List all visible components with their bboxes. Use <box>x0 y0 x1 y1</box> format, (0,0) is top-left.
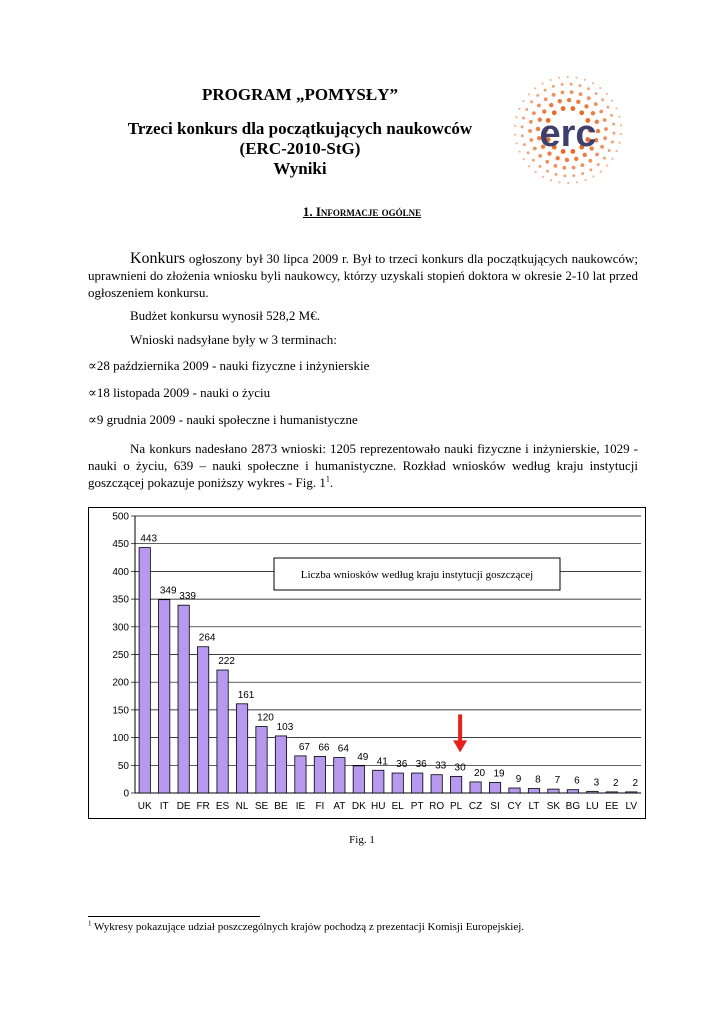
y-tick-label: 300 <box>112 622 129 634</box>
chart-bar <box>314 756 325 793</box>
data-label: 443 <box>140 533 158 545</box>
logo-dot <box>618 142 620 144</box>
logo-dot <box>556 156 560 160</box>
logo-dot <box>603 118 607 122</box>
logo-text: erc <box>539 113 597 155</box>
logo-dot <box>518 108 520 110</box>
y-tick-label: 200 <box>112 677 129 689</box>
logo-dot <box>538 165 541 168</box>
paragraph-text: ogłoszony był 30 lipca 2009 r. Był to trzeci konkurs dla początkujących naukowców; uprawnieni do złożenia wniosku byli naukowcy, którzy uzyskali stopień doktora w okresie 2-10 lat przed ogłoszeniem konkursu. <box>88 251 638 300</box>
chart-title: Liczba wniosków według kraju instytucji goszczącej <box>300 569 534 581</box>
footnote-separator <box>88 916 260 917</box>
x-tick-label: DK <box>351 801 366 812</box>
logo-dot <box>595 92 598 95</box>
logo-dot <box>599 87 601 89</box>
x-tick-label: SI <box>490 801 500 812</box>
y-tick-label: 500 <box>112 511 129 523</box>
data-label: 3 <box>593 777 600 789</box>
x-tick-label: ES <box>215 801 230 812</box>
highlight-arrow-head <box>453 740 467 752</box>
data-label: 7 <box>554 775 561 787</box>
logo-dot <box>580 163 584 167</box>
chart-bar <box>295 756 306 793</box>
x-tick-label: CY <box>507 801 522 812</box>
chart-bar <box>431 775 442 793</box>
logo-dot <box>529 120 533 124</box>
x-tick-label: CZ <box>468 801 483 812</box>
chart-canvas <box>89 508 645 818</box>
data-label: 66 <box>318 742 330 754</box>
footnote-text: Wykresy pokazujące udział poszczególnych krajów pochodzą z prezentacji Komisji Europejskiej. <box>91 921 525 933</box>
logo-dot <box>528 93 530 95</box>
logo-dot <box>570 83 573 86</box>
x-tick-label: SK <box>546 801 561 812</box>
data-label: 33 <box>435 760 447 772</box>
data-label: 36 <box>396 759 408 771</box>
y-tick-label: 150 <box>112 705 129 717</box>
logo-dot <box>550 179 552 181</box>
chart-bar <box>548 789 559 793</box>
logo-dot <box>599 110 603 114</box>
y-tick-label: 50 <box>117 760 129 772</box>
x-tick-label: UK <box>137 801 152 812</box>
data-label: 67 <box>298 741 310 753</box>
logo-dot <box>600 171 602 173</box>
chart-bar <box>178 605 189 793</box>
data-label: 9 <box>515 774 522 786</box>
logo-dot <box>584 104 588 108</box>
chart-bar <box>528 789 539 793</box>
x-tick-label: PT <box>410 801 424 812</box>
logo-dot <box>608 149 611 152</box>
logo-dot <box>561 106 566 111</box>
bullet-symbol: ∝ <box>88 412 97 427</box>
results-label: Wyniki <box>273 159 327 178</box>
data-label: 264 <box>198 632 216 644</box>
data-label: 161 <box>237 689 255 701</box>
logo-dot <box>562 166 566 170</box>
logo-dot <box>532 111 536 115</box>
logo-dot <box>579 84 582 87</box>
footnote <box>88 920 648 934</box>
logo-dot <box>549 79 551 81</box>
logo-dot <box>536 94 539 97</box>
list-item: ∝28 października 2009 - nauki fizyczne i inżynierskie <box>88 358 370 373</box>
figure-caption: Fig. 1 <box>349 834 375 846</box>
logo-dot <box>570 90 574 94</box>
x-tick-label: AT <box>333 801 346 812</box>
bullet-symbol: ∝ <box>88 385 97 400</box>
logo-dot <box>567 98 571 102</box>
logo-dot <box>587 96 591 100</box>
erc-logo <box>508 70 628 190</box>
logo-dot <box>618 116 620 118</box>
data-label: 41 <box>376 756 388 768</box>
logo-dot <box>545 160 549 164</box>
paragraph-deadlines: Wnioski nadsyłane były w 3 terminach: <box>130 332 337 347</box>
logo-dot <box>527 151 530 154</box>
chart-bar <box>353 766 364 793</box>
logo-dot <box>570 106 575 111</box>
x-tick-label: FI <box>315 801 325 812</box>
data-label: 339 <box>179 591 196 603</box>
logo-dot <box>600 145 604 149</box>
logo-dot <box>528 129 532 133</box>
logo-dot <box>542 176 544 178</box>
logo-dot <box>572 174 575 177</box>
logo-dot <box>522 116 525 119</box>
logo-dot <box>594 102 598 106</box>
x-tick-label: LU <box>585 801 599 812</box>
chart-bar <box>470 782 481 793</box>
document-title: PROGRAM „POMYSŁY” <box>202 85 398 104</box>
logo-dot <box>528 165 530 167</box>
logo-dot <box>563 174 566 177</box>
chart-bar <box>450 776 461 793</box>
document-subtitle: Trzeci konkurs dla początkujących naukowców <box>127 119 473 138</box>
logo-dot <box>565 158 569 162</box>
y-tick-label: 250 <box>112 650 129 661</box>
logo-dot <box>515 116 517 118</box>
logo-dot <box>615 107 617 109</box>
logo-dot <box>546 170 549 173</box>
logo-dot <box>561 91 565 95</box>
logo-dot <box>572 166 576 170</box>
logo-dot <box>534 87 536 89</box>
logo-dot <box>514 134 516 136</box>
chart-bar <box>509 788 520 793</box>
document-header <box>90 85 510 179</box>
logo-dot <box>537 104 541 108</box>
section-heading: 1. Informacje ogólne <box>302 204 422 219</box>
x-tick-label: NL <box>235 801 249 812</box>
logo-dot <box>533 147 537 151</box>
logo-dot <box>522 100 524 102</box>
logo-dot <box>612 132 615 135</box>
chart-bar <box>626 792 637 793</box>
x-tick-label: HU <box>371 801 386 812</box>
x-tick-label: IE <box>295 801 306 812</box>
logo-dot <box>549 103 553 107</box>
x-tick-label: FR <box>196 801 210 812</box>
logo-dot <box>587 87 590 90</box>
logo-dot <box>567 76 569 78</box>
logo-dot <box>523 143 526 146</box>
logo-dot <box>514 125 516 127</box>
data-label: 30 <box>454 762 466 774</box>
logo-dot <box>620 124 622 126</box>
logo-dot <box>552 93 556 97</box>
logo-dot <box>603 157 606 160</box>
chart-bar <box>587 791 598 793</box>
logo-dot <box>544 97 548 101</box>
data-label: 64 <box>337 743 349 755</box>
chart-bar <box>197 647 208 793</box>
chart-bar <box>275 736 286 793</box>
logo-dot <box>612 123 615 126</box>
logo-dot <box>606 93 608 95</box>
x-tick-label: PL <box>449 801 463 812</box>
logo-dot <box>592 175 594 177</box>
logo-dot <box>606 165 608 167</box>
logo-dot <box>554 173 557 176</box>
footnote-reference[interactable]: 1 <box>325 474 330 484</box>
logo-dot <box>530 100 533 103</box>
bullet-symbol: ∝ <box>88 358 97 373</box>
chart-bar <box>236 704 247 793</box>
logo-dot <box>554 164 558 168</box>
logo-dot <box>529 138 533 142</box>
logo-dot <box>576 100 580 104</box>
chart-bar <box>567 790 578 793</box>
x-tick-label: SE <box>254 801 269 812</box>
logo-dot <box>576 181 578 183</box>
data-label: 6 <box>574 775 580 787</box>
paragraph-first-word: Konkurs <box>130 250 186 267</box>
logo-dot <box>610 114 613 117</box>
logo-dot <box>575 77 577 79</box>
logo-dot <box>558 77 560 79</box>
x-tick-label: EL <box>391 801 404 812</box>
logo-dot <box>604 127 608 131</box>
logo-dot <box>611 141 614 144</box>
data-label: 349 <box>159 585 177 597</box>
x-tick-label: LT <box>528 801 540 812</box>
data-label: 20 <box>474 767 486 779</box>
logo-dot <box>558 99 562 103</box>
bar-chart <box>88 507 646 819</box>
list-item: ∝9 grudnia 2009 - nauki społeczne i humanistyczne <box>88 412 358 427</box>
y-tick-label: 350 <box>112 594 129 606</box>
x-tick-label: BG <box>565 801 581 812</box>
data-label: 2 <box>613 777 619 789</box>
logo-dot <box>611 158 613 160</box>
paragraph-competition <box>88 250 638 301</box>
y-tick-label: 100 <box>112 733 129 745</box>
chart-bar <box>217 670 228 793</box>
logo-dot <box>620 133 622 135</box>
chart-bar <box>392 773 403 793</box>
x-tick-label: IT <box>159 801 169 812</box>
logo-dot <box>574 157 578 161</box>
logo-dot <box>589 168 592 171</box>
x-tick-label: EE <box>605 801 619 812</box>
x-tick-label: BE <box>274 801 288 812</box>
logo-dot <box>584 79 586 81</box>
logo-dot <box>516 142 518 144</box>
logo-dot <box>552 85 555 88</box>
chart-bar <box>139 548 150 793</box>
logo-dot <box>518 150 520 152</box>
data-label: 103 <box>276 721 294 733</box>
x-tick-label: RO <box>429 801 445 812</box>
x-tick-label: LV <box>625 801 638 812</box>
data-label: 120 <box>257 712 274 724</box>
paragraph-budget: Budżet konkursu wynosił 528,2 M€. <box>130 308 320 323</box>
logo-dot <box>606 106 609 109</box>
logo-dot <box>581 172 584 175</box>
logo-dot <box>558 181 560 183</box>
footnote-marker: 1 <box>88 919 92 928</box>
paragraph-applications: Na konkurs nadesłano 2873 wnioski: 1205 reprezentowało nauki fizyczne i inżynierskie, 1029 - nauki o życiu, 639 – nauki społeczne i humanistyczne. Rozkład wniosków według kraju instytucji goszczącej pokazuje poniższy wykres - Fig. $1^1$. <box>88 441 638 490</box>
logo-dot <box>579 92 583 96</box>
list-item: ∝18 listopada 2009 - nauki o życiu <box>88 385 271 400</box>
data-label: 36 <box>415 759 427 771</box>
data-label: 222 <box>218 656 235 668</box>
logo-dot <box>601 98 604 101</box>
logo-dot <box>523 158 525 160</box>
data-label: 49 <box>357 751 369 763</box>
chart-bar <box>412 773 423 793</box>
logo-dot <box>584 179 586 181</box>
chart-bar <box>159 600 170 793</box>
logo-dot <box>532 159 535 162</box>
logo-dot <box>592 82 594 84</box>
logo-dot <box>535 171 537 173</box>
y-tick-label: 400 <box>112 566 129 578</box>
logo-dot <box>541 82 543 84</box>
call-identifier: (ERC-2010-StG) <box>239 139 361 158</box>
logo-dot <box>588 159 592 163</box>
logo-dot <box>616 150 618 152</box>
logo-dot <box>567 182 569 184</box>
chart-bar <box>489 782 500 793</box>
data-label: 2 <box>632 777 639 789</box>
y-tick-label: 0 <box>123 788 129 800</box>
x-tick-label: DE <box>176 801 191 812</box>
logo-dot <box>521 134 524 137</box>
logo-dot <box>611 100 613 102</box>
logo-dot <box>561 83 564 86</box>
chart-bar <box>373 770 384 793</box>
chart-bar <box>334 758 345 793</box>
logo-dot <box>603 136 607 140</box>
chart-bar <box>606 792 617 793</box>
logo-dot <box>525 108 528 111</box>
data-label: 19 <box>493 768 505 780</box>
logo-dot <box>544 89 547 92</box>
logo-dot <box>597 163 600 166</box>
logo-dot <box>521 125 524 128</box>
y-tick-label: 450 <box>112 539 129 551</box>
chart-bar <box>256 727 267 793</box>
data-label: 8 <box>535 774 541 786</box>
